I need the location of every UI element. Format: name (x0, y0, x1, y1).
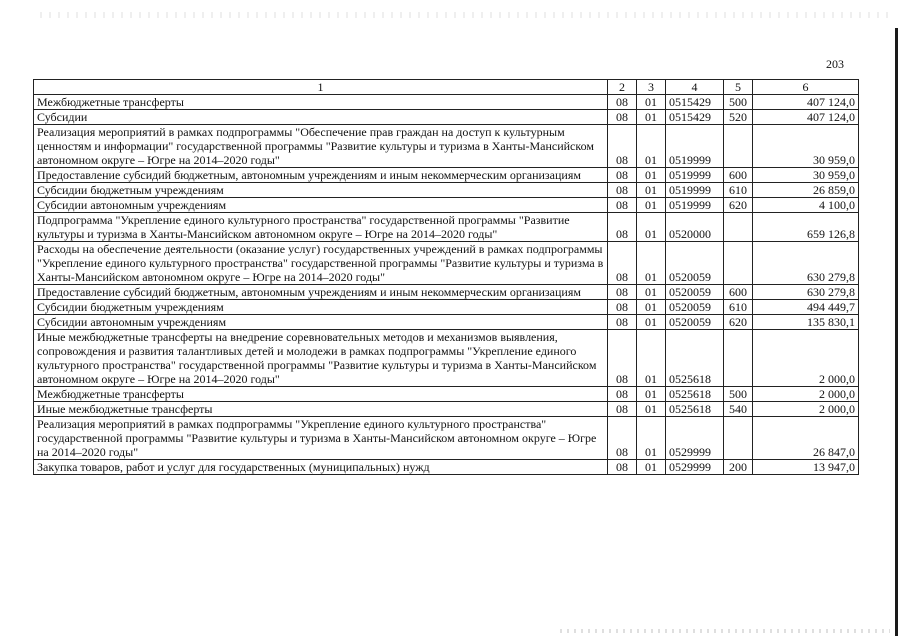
row-subsection-cell: 01 (637, 213, 666, 242)
row-target-article-cell: 0520059 (666, 300, 724, 315)
row-name-cell: Иные межбюджетные трансферты (34, 402, 608, 417)
row-target-article-cell: 0529999 (666, 460, 724, 475)
table-row (34, 95, 859, 110)
row-name-cell: Субсидии автономным учреждениям (34, 198, 608, 213)
row-section-cell: 08 (608, 387, 637, 402)
table-row (34, 402, 859, 417)
row-amount-cell: 2 000,0 (753, 402, 859, 417)
row-name-cell: Межбюджетные трансферты (34, 387, 608, 402)
row-section-cell: 08 (608, 417, 637, 460)
row-subsection-cell: 01 (637, 402, 666, 417)
row-subsection-cell: 01 (637, 183, 666, 198)
row-expense-type-cell (724, 330, 753, 387)
row-amount-cell: 30 959,0 (753, 168, 859, 183)
page-number: 203 (826, 57, 844, 71)
column-header: 1 (34, 80, 608, 95)
row-amount-cell: 2 000,0 (753, 330, 859, 387)
table-row (34, 168, 859, 183)
table-row (34, 183, 859, 198)
row-expense-type-cell (724, 213, 753, 242)
row-amount-cell: 630 279,8 (753, 285, 859, 300)
scan-artifact-top (40, 12, 895, 18)
row-expense-type-cell: 610 (724, 300, 753, 315)
row-name-cell: Иные межбюджетные трансферты на внедрение соревновательных методов и механизмов выявления, сопровождения и развития талантливых детей и молодежи в рамках подпрограммы "Укрепление единого культурного пространства" государственной программы "Развитие культуры и туризма в Ханты-Мансийском автономном округе – Югре на 2014–2020 годы" (34, 330, 608, 387)
row-subsection-cell: 01 (637, 330, 666, 387)
row-subsection-cell: 01 (637, 285, 666, 300)
table-row (34, 417, 859, 460)
row-name-cell: Расходы на обеспечение деятельности (оказание услуг) государственных учреждений в рамках подпрограммы "Укрепление единого культурного пространства" государственной программы "Развитие культуры и туризма в Ханты-Мансийском автономном округе – Югре на 2014–2020 годы" (34, 242, 608, 285)
row-expense-type-cell: 600 (724, 285, 753, 300)
column-header: 3 (637, 80, 666, 95)
row-subsection-cell: 01 (637, 125, 666, 168)
row-target-article-cell: 0525618 (666, 387, 724, 402)
row-amount-cell: 659 126,8 (753, 213, 859, 242)
row-name-cell: Субсидии (34, 110, 608, 125)
row-target-article-cell: 0520059 (666, 242, 724, 285)
row-expense-type-cell: 620 (724, 315, 753, 330)
row-name-cell: Предоставление субсидий бюджетным, автономным учреждениям и иным некоммерческим организациям (34, 168, 608, 183)
row-name-cell: Субсидии бюджетным учреждениям (34, 183, 608, 198)
row-subsection-cell: 01 (637, 315, 666, 330)
row-target-article-cell: 0525618 (666, 402, 724, 417)
table-row (34, 460, 859, 475)
row-name-cell: Межбюджетные трансферты (34, 95, 608, 110)
row-section-cell: 08 (608, 460, 637, 475)
row-expense-type-cell: 620 (724, 198, 753, 213)
row-amount-cell: 407 124,0 (753, 95, 859, 110)
row-expense-type-cell: 600 (724, 168, 753, 183)
row-expense-type-cell: 540 (724, 402, 753, 417)
row-target-article-cell: 0515429 (666, 95, 724, 110)
row-section-cell: 08 (608, 300, 637, 315)
row-target-article-cell: 0520059 (666, 315, 724, 330)
row-subsection-cell: 01 (637, 168, 666, 183)
row-subsection-cell: 01 (637, 387, 666, 402)
row-amount-cell: 30 959,0 (753, 125, 859, 168)
row-subsection-cell: 01 (637, 300, 666, 315)
row-amount-cell: 2 000,0 (753, 387, 859, 402)
row-target-article-cell: 0525618 (666, 330, 724, 387)
row-expense-type-cell: 520 (724, 110, 753, 125)
row-section-cell: 08 (608, 110, 637, 125)
row-amount-cell: 135 830,1 (753, 315, 859, 330)
column-header: 5 (724, 80, 753, 95)
table-row (34, 242, 859, 285)
row-subsection-cell: 01 (637, 242, 666, 285)
row-section-cell: 08 (608, 315, 637, 330)
row-target-article-cell: 0520000 (666, 213, 724, 242)
row-name-cell: Реализация мероприятий в рамках подпрограммы "Обеспечение прав граждан на доступ к культурным ценностям и информации" государственной программы "Развитие культуры и туризма в Ханты-Мансийском автономном округе – Югре на 2014–2020 годы" (34, 125, 608, 168)
row-amount-cell: 630 279,8 (753, 242, 859, 285)
column-header: 2 (608, 80, 637, 95)
table-row (34, 330, 859, 387)
table-row (34, 387, 859, 402)
row-section-cell: 08 (608, 125, 637, 168)
table-row (34, 198, 859, 213)
budget-table (33, 79, 859, 475)
row-target-article-cell: 0519999 (666, 125, 724, 168)
row-section-cell: 08 (608, 168, 637, 183)
row-amount-cell: 13 947,0 (753, 460, 859, 475)
row-name-cell: Реализация мероприятий в рамках подпрограммы "Укрепление единого культурного пространства" государственной программы "Развитие культуры и туризма в Ханты-Мансийском автономном округе – Югре на 2014–2020 годы" (34, 417, 608, 460)
row-subsection-cell: 01 (637, 460, 666, 475)
column-header: 6 (753, 80, 859, 95)
row-section-cell: 08 (608, 285, 637, 300)
row-section-cell: 08 (608, 213, 637, 242)
row-expense-type-cell (724, 417, 753, 460)
row-name-cell: Закупка товаров, работ и услуг для государственных (муниципальных) нужд (34, 460, 608, 475)
row-amount-cell: 4 100,0 (753, 198, 859, 213)
row-name-cell: Субсидии автономным учреждениям (34, 315, 608, 330)
row-expense-type-cell (724, 125, 753, 168)
row-amount-cell: 26 847,0 (753, 417, 859, 460)
row-target-article-cell: 0519999 (666, 183, 724, 198)
table-row (34, 213, 859, 242)
row-name-cell: Подпрограмма "Укрепление единого культурного пространства" государственной программы "Развитие культуры и туризма в Ханты-Мансийском автономном округе – Югре на 2014–2020 годы" (34, 213, 608, 242)
row-amount-cell: 494 449,7 (753, 300, 859, 315)
table-row (34, 110, 859, 125)
row-subsection-cell: 01 (637, 417, 666, 460)
row-subsection-cell: 01 (637, 110, 666, 125)
row-section-cell: 08 (608, 402, 637, 417)
column-header: 4 (666, 80, 724, 95)
row-name-cell: Субсидии бюджетным учреждениям (34, 300, 608, 315)
row-expense-type-cell: 200 (724, 460, 753, 475)
row-amount-cell: 407 124,0 (753, 110, 859, 125)
row-expense-type-cell (724, 242, 753, 285)
table-row (34, 125, 859, 168)
row-section-cell: 08 (608, 95, 637, 110)
row-section-cell: 08 (608, 183, 637, 198)
row-subsection-cell: 01 (637, 95, 666, 110)
row-target-article-cell: 0529999 (666, 417, 724, 460)
row-target-article-cell: 0519999 (666, 168, 724, 183)
row-subsection-cell: 01 (637, 198, 666, 213)
row-expense-type-cell: 500 (724, 95, 753, 110)
row-section-cell: 08 (608, 242, 637, 285)
table-header-row (34, 80, 859, 95)
table-row (34, 315, 859, 330)
row-section-cell: 08 (608, 198, 637, 213)
scan-artifact-right-edge (895, 28, 898, 636)
row-target-article-cell: 0515429 (666, 110, 724, 125)
table-row (34, 300, 859, 315)
row-target-article-cell: 0519999 (666, 198, 724, 213)
row-expense-type-cell: 500 (724, 387, 753, 402)
row-amount-cell: 26 859,0 (753, 183, 859, 198)
row-section-cell: 08 (608, 330, 637, 387)
table-row (34, 285, 859, 300)
row-target-article-cell: 0520059 (666, 285, 724, 300)
row-expense-type-cell: 610 (724, 183, 753, 198)
row-name-cell: Предоставление субсидий бюджетным, автономным учреждениям и иным некоммерческим организациям (34, 285, 608, 300)
table-body (34, 95, 859, 475)
scan-artifact-bottom (560, 629, 890, 633)
